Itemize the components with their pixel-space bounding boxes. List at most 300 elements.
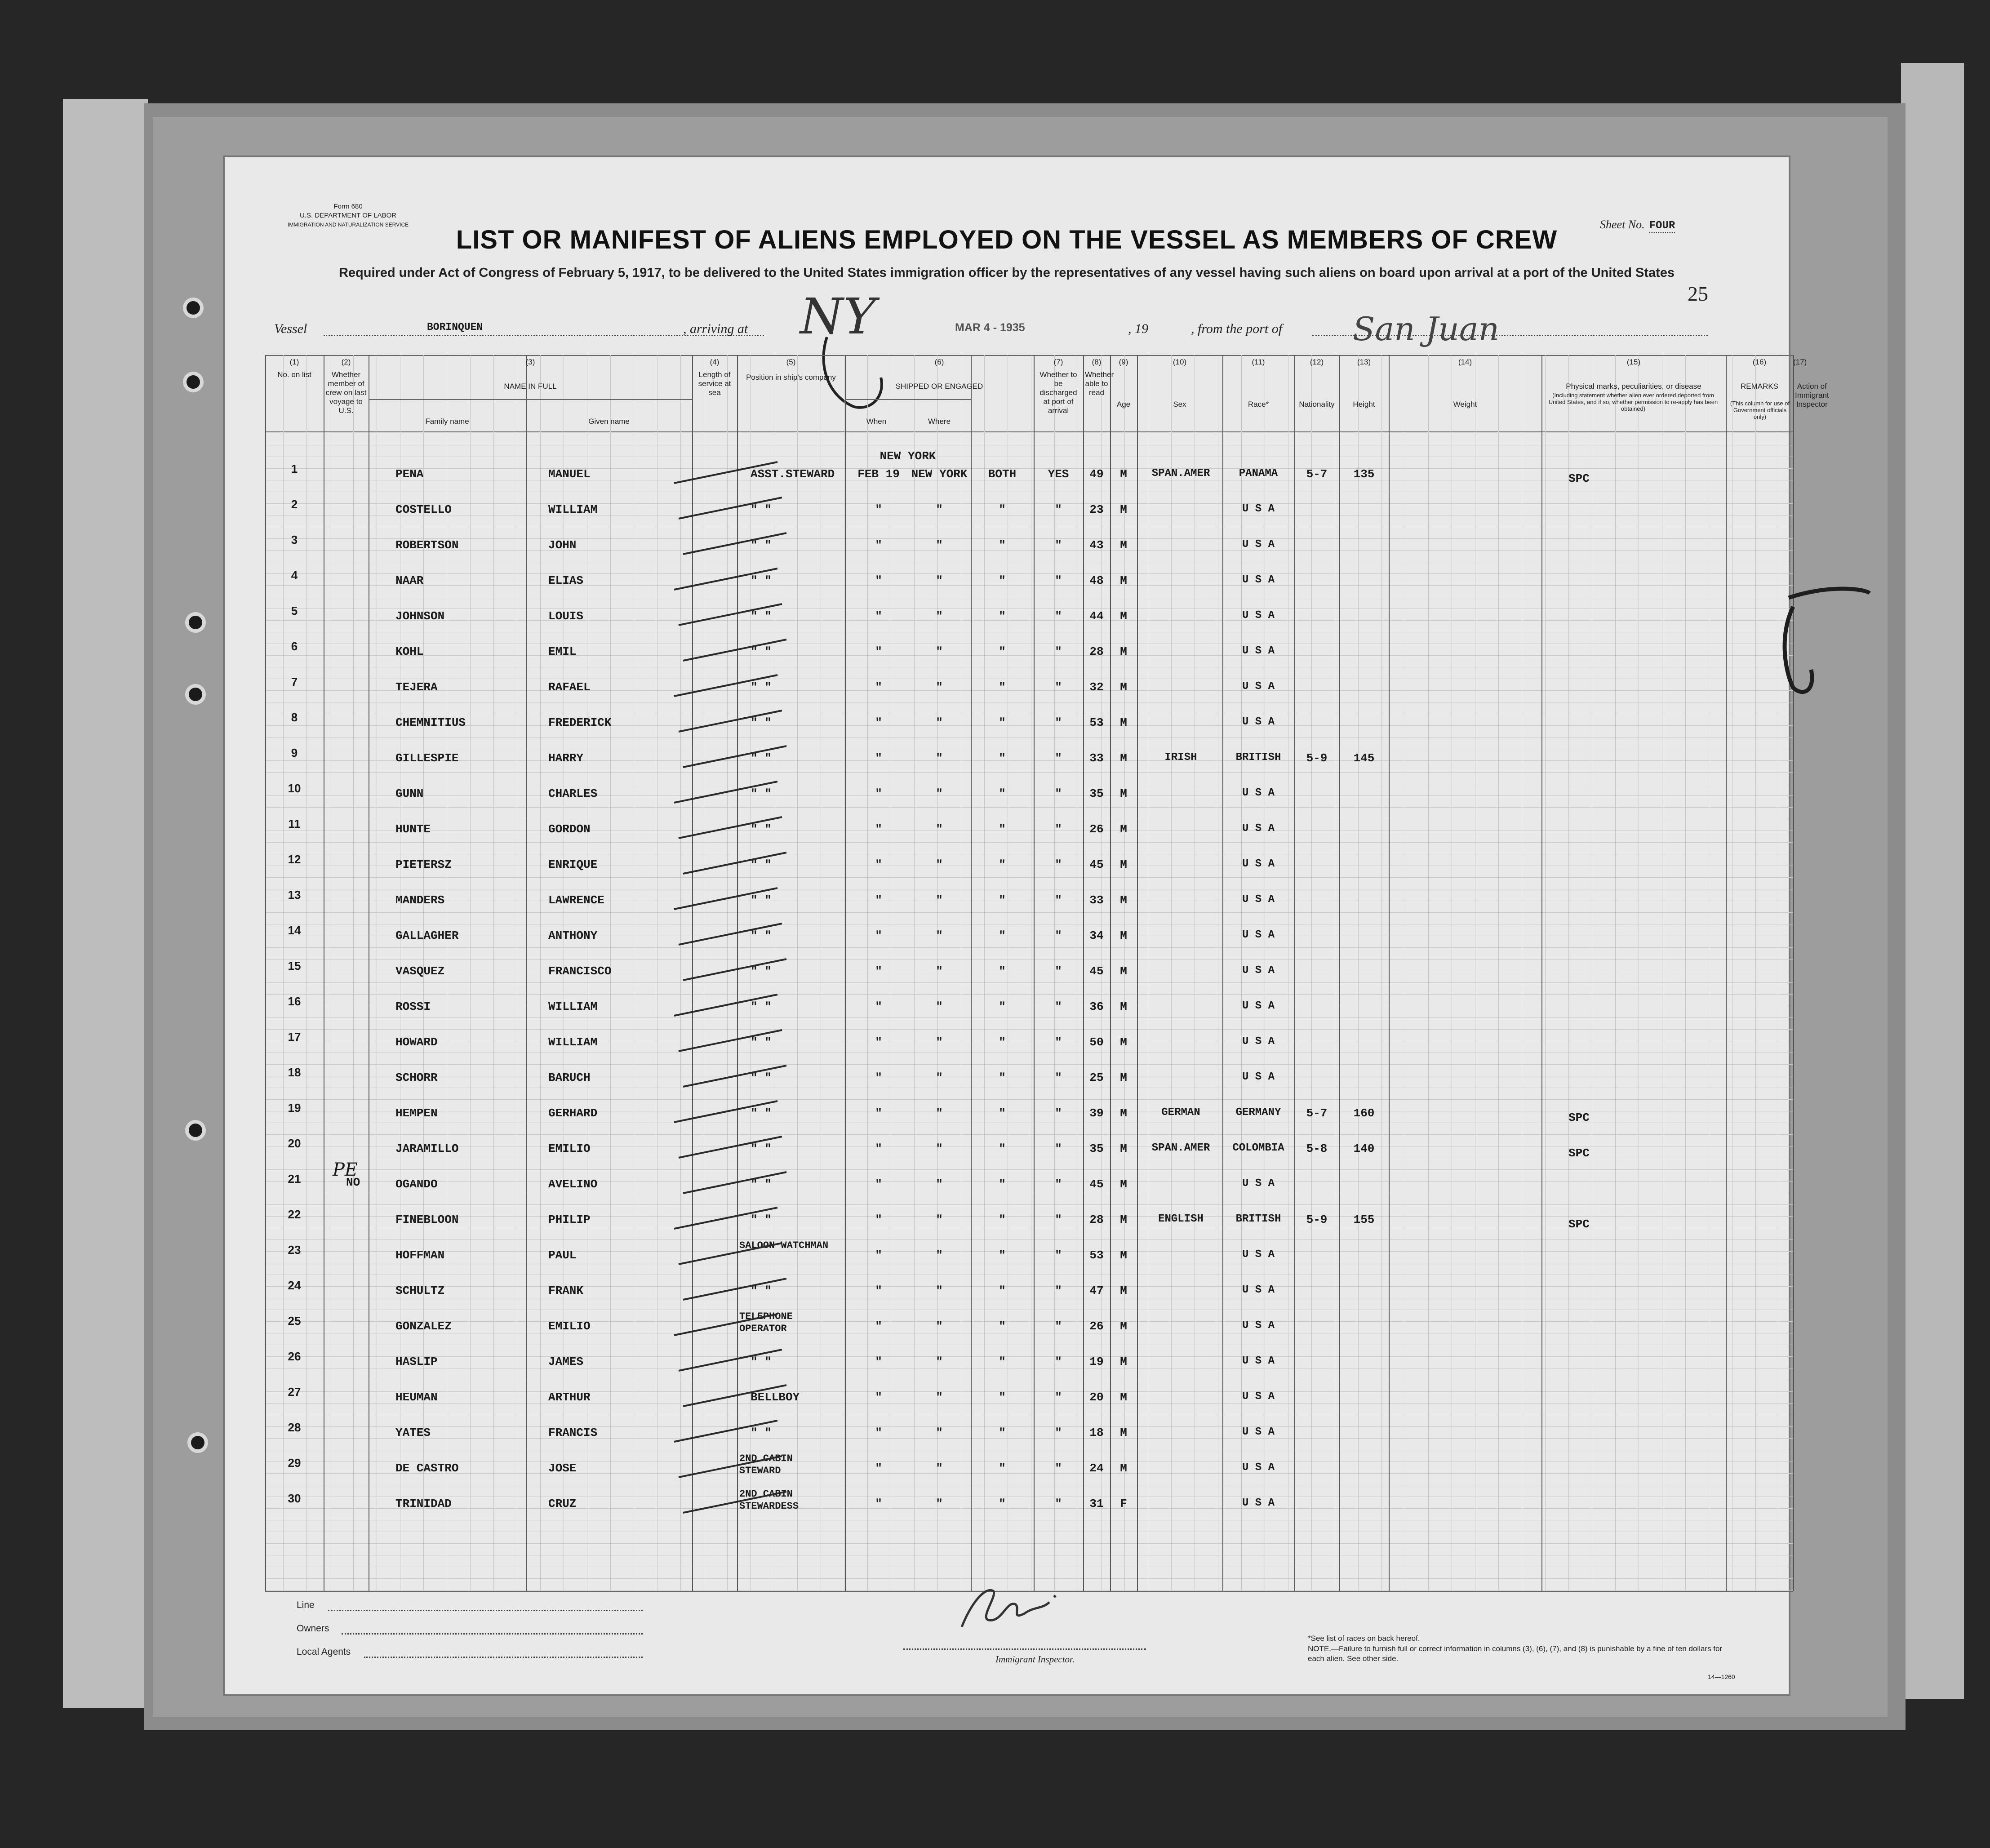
row-number: 25 — [288, 1314, 301, 1328]
nationality-value: U S A — [1242, 858, 1275, 870]
shipped-when: " — [875, 822, 882, 836]
punch-hole — [189, 616, 202, 629]
race-value: IRISH — [1164, 751, 1197, 764]
footer-line-label: Line — [297, 1600, 315, 1610]
row-number: 10 — [288, 782, 301, 795]
punch-hole — [187, 375, 200, 389]
family-name: FINEBLOON — [395, 1213, 459, 1226]
ledger-grid-line — [540, 355, 541, 1591]
weight-value: 155 — [1353, 1213, 1375, 1226]
column-rule — [1726, 355, 1727, 1591]
discharged-value: " — [999, 645, 1006, 658]
shipped-when: " — [875, 1106, 882, 1120]
able-to-read-value: " — [1055, 1071, 1062, 1084]
sex-value: M — [1120, 1106, 1127, 1120]
sex-value: M — [1120, 1462, 1127, 1475]
column-number: (13) — [1357, 358, 1371, 366]
sex-value: M — [1120, 964, 1127, 978]
shipped-where: " — [936, 1319, 943, 1333]
nationality-value: U S A — [1242, 645, 1275, 657]
weight-value: 140 — [1353, 1142, 1375, 1155]
able-to-read-value: " — [1055, 751, 1062, 765]
nationality-value: U S A — [1242, 503, 1275, 515]
family-name: SCHORR — [395, 1071, 438, 1084]
column-rule — [526, 355, 527, 1591]
shipped-subrule — [845, 399, 971, 400]
given-name: ELIAS — [548, 574, 584, 587]
family-name: OGANDO — [395, 1177, 438, 1191]
position-in-ship: " " — [751, 787, 772, 800]
vessel-name: BORINQUEN — [427, 321, 483, 333]
shipped-where: " — [936, 1000, 943, 1013]
family-name: PENA — [395, 467, 424, 481]
nationality-value: U S A — [1242, 1000, 1275, 1012]
ledger-grid-line — [1358, 355, 1359, 1591]
shipped-where: " — [936, 1355, 943, 1368]
ledger-grid-line — [265, 877, 1793, 878]
column-number: (11) — [1252, 358, 1265, 366]
sex-value: M — [1120, 1284, 1127, 1297]
shipped-where: " — [936, 716, 943, 729]
position-in-ship: " " — [751, 1035, 772, 1049]
nationality-value: U S A — [1242, 893, 1275, 906]
ledger-grid-line — [1615, 355, 1616, 1591]
row-number: 23 — [288, 1243, 301, 1257]
ledger-grid-line — [265, 1543, 1793, 1544]
shipped-where: " — [936, 929, 943, 942]
ledger-grid-line — [265, 1204, 1793, 1205]
department-name: U.S. DEPARTMENT OF LABOR — [300, 212, 397, 219]
remarks-value: SPC — [1568, 1111, 1590, 1124]
pencil-tick-mark — [670, 991, 786, 1022]
pencil-tick-mark — [670, 884, 786, 916]
height-value: 5-7 — [1306, 467, 1328, 481]
given-name: RAFAEL — [548, 680, 591, 694]
shipped-when: " — [875, 574, 882, 587]
able-to-read-value: " — [1055, 1284, 1062, 1297]
age-value: 39 — [1089, 1106, 1104, 1120]
family-name: TRINIDAD — [395, 1497, 452, 1510]
shipped-where: " — [936, 1071, 943, 1084]
pencil-tick-mark — [670, 565, 786, 596]
given-name: BARUCH — [548, 1071, 591, 1084]
discharged-value: " — [999, 1071, 1006, 1084]
able-to-read-value: " — [1055, 1106, 1062, 1120]
remarks-value: SPC — [1568, 472, 1590, 485]
row-number: 26 — [288, 1350, 301, 1363]
sex-value: M — [1120, 1213, 1127, 1226]
given-name: MANUEL — [548, 467, 591, 481]
shipped-where: " — [936, 751, 943, 765]
column-rule — [1389, 355, 1390, 1591]
shipped-where: " — [936, 1390, 943, 1404]
ledger-grid-line — [265, 1029, 1793, 1030]
shipped-where: " — [936, 503, 943, 516]
position-in-ship: ASST.STEWARD — [751, 467, 835, 481]
given-name: JOHN — [548, 538, 577, 552]
family-name: ROBERTSON — [395, 538, 459, 552]
given-name: ENRIQUE — [548, 858, 598, 871]
discharged-value: " — [999, 822, 1006, 836]
age-value: 45 — [1089, 1177, 1104, 1191]
race-value: GERMAN — [1161, 1106, 1200, 1119]
pencil-tick-mark — [674, 1239, 791, 1271]
given-name: GORDON — [548, 822, 591, 836]
able-to-read-value: " — [1055, 893, 1062, 907]
service-name: IMMIGRATION AND NATURALIZATION SERVICE — [288, 222, 409, 228]
punch-hole — [187, 301, 200, 315]
shipped-when: " — [875, 1000, 882, 1013]
shipped-when: " — [875, 751, 882, 765]
given-name: CHARLES — [548, 787, 598, 800]
agents-dotline — [364, 1657, 643, 1658]
family-name: KOHL — [395, 645, 424, 658]
inspector-dotline — [903, 1648, 1146, 1650]
ledger-grid-line — [1171, 355, 1172, 1591]
sex-value: M — [1120, 1390, 1127, 1404]
ledger-grid-line — [265, 959, 1793, 960]
sex-value: M — [1120, 1071, 1127, 1084]
nationality-value: U S A — [1242, 1390, 1275, 1403]
footer-agents-label: Local Agents — [297, 1647, 351, 1657]
remarks-subheader: (Including statement whether alien ever ordered deported from United States, and if so, whether permission to re-apply has been obtained) — [1548, 392, 1718, 412]
sex-value: M — [1120, 929, 1127, 942]
position-in-ship: " " — [751, 1071, 772, 1084]
position-in-ship: 2ND CABIN STEWARD — [739, 1453, 793, 1476]
sex-value: M — [1120, 751, 1127, 765]
pencil-tick-mark — [670, 778, 786, 809]
shipped-where: " — [936, 822, 943, 836]
shipped-when: " — [875, 1462, 882, 1475]
pencil-tick-mark — [674, 813, 791, 845]
ledger-grid-line — [1568, 355, 1569, 1591]
row-number: 14 — [288, 924, 301, 937]
age-value: 45 — [1089, 964, 1104, 978]
column-number: (7) — [1053, 358, 1063, 366]
column-header: Sex — [1173, 400, 1186, 409]
given-name: LOUIS — [548, 609, 584, 623]
family-name: DE CASTRO — [395, 1462, 459, 1475]
able-to-read-value: " — [1055, 1390, 1062, 1404]
column-number: (5) — [786, 358, 796, 366]
row-number: 16 — [288, 995, 301, 1008]
sex-value: M — [1120, 858, 1127, 871]
nationality-value: BRITISH — [1235, 751, 1281, 764]
position-in-ship: SALOON WATCHMAN — [739, 1240, 829, 1251]
prev-voyage-value: NO — [346, 1176, 360, 1189]
height-value: 5-8 — [1306, 1142, 1328, 1155]
shipped-where: " — [936, 787, 943, 800]
family-name: SCHULTZ — [395, 1284, 445, 1297]
discharged-value: " — [999, 1177, 1006, 1191]
row-number: 4 — [291, 569, 298, 582]
pencil-tick-mark — [679, 1062, 795, 1093]
remarks-value: SPC — [1568, 1146, 1590, 1160]
ledger-grid-line — [265, 1064, 1793, 1065]
family-name: NAAR — [395, 574, 424, 587]
shipped-when: " — [875, 1319, 882, 1333]
line-dotline — [328, 1610, 643, 1611]
shipped-where: " — [936, 680, 943, 694]
arriving-port-handwritten: NY — [800, 288, 876, 345]
punch-hole — [189, 1124, 202, 1137]
able-to-read-value: " — [1055, 1462, 1062, 1475]
column-header: Whether able to read — [1085, 370, 1114, 397]
discharged-value: " — [999, 1035, 1006, 1049]
family-name: YATES — [395, 1426, 431, 1439]
column-number: (8) — [1092, 358, 1102, 366]
family-name: HEMPEN — [395, 1106, 438, 1120]
nationality-value: U S A — [1242, 1319, 1275, 1332]
column-number: (3) — [525, 358, 535, 366]
column-number: (2) — [341, 358, 351, 366]
discharged-value: " — [999, 787, 1006, 800]
able-to-read-value: " — [1055, 822, 1062, 836]
row-number: 11 — [288, 817, 301, 831]
pencil-tick-mark — [679, 529, 795, 561]
shipped-where: " — [936, 1462, 943, 1475]
given-name: EMILIO — [548, 1142, 591, 1155]
family-name: GILLESPIE — [395, 751, 459, 765]
given-name: FREDERICK — [548, 716, 612, 729]
nationality-value: GERMANY — [1235, 1106, 1281, 1119]
position-in-ship: " " — [751, 858, 772, 871]
sex-value: M — [1120, 503, 1127, 516]
shipped-when: " — [875, 1213, 882, 1226]
family-name: JOHNSON — [395, 609, 445, 623]
family-name: MANDERS — [395, 893, 445, 907]
shipped-when: " — [875, 645, 882, 658]
shipped-where: " — [936, 1248, 943, 1262]
shipped-where: " — [936, 609, 943, 623]
table-top-rule — [265, 355, 1793, 356]
row-number: 24 — [288, 1279, 301, 1292]
ledger-grid-line — [265, 947, 1793, 948]
sex-value: M — [1120, 574, 1127, 587]
nationality-value: U S A — [1242, 716, 1275, 728]
position-in-ship: " " — [751, 1000, 772, 1013]
row-number: 30 — [288, 1492, 301, 1505]
position-in-ship: " " — [751, 574, 772, 587]
ledger-grid-line — [1428, 355, 1429, 1591]
sex-value: M — [1120, 680, 1127, 694]
family-name: CHEMNITIUS — [395, 716, 466, 729]
column-number: (16) — [1752, 358, 1767, 366]
position-in-ship: " " — [751, 929, 772, 942]
pencil-tick-mark — [674, 600, 791, 632]
able-to-read-value: " — [1055, 538, 1062, 552]
given-name: FRANK — [548, 1284, 584, 1297]
able-to-read-value: " — [1055, 1000, 1062, 1013]
shipped-when: " — [875, 1497, 882, 1510]
pencil-tick-mark — [679, 955, 795, 987]
pencil-tick-mark — [679, 1168, 795, 1200]
discharged-value: " — [999, 1142, 1006, 1155]
shipped-where: " — [936, 1035, 943, 1049]
given-name: WILLIAM — [548, 1000, 598, 1013]
arrival-date-stamp: MAR 4 - 1935 — [955, 321, 1025, 334]
position-in-ship: " " — [751, 964, 772, 978]
family-name: JARAMILLO — [395, 1142, 459, 1155]
ledger-grid-line — [265, 994, 1793, 995]
able-to-read-value: " — [1055, 680, 1062, 694]
when-subheader: When — [866, 417, 887, 426]
ledger-grid-line — [1685, 355, 1686, 1591]
age-value: 48 — [1089, 574, 1104, 587]
sex-value: M — [1120, 716, 1127, 729]
ledger-grid-line — [1311, 355, 1312, 1591]
column-number: (12) — [1310, 358, 1324, 366]
age-value: 32 — [1089, 680, 1104, 694]
column-rule — [1793, 355, 1794, 1591]
shipped-header-value: NEW YORK — [880, 449, 936, 463]
column-rule — [1541, 355, 1542, 1591]
discharged-value: " — [999, 1000, 1006, 1013]
races-note: *See list of races on back hereof. — [1308, 1634, 1420, 1643]
row-number: 12 — [288, 853, 301, 866]
sex-value: M — [1120, 1355, 1127, 1368]
column-number: (17) — [1793, 358, 1807, 366]
discharged-value: " — [999, 716, 1006, 729]
ledger-grid-line — [353, 355, 354, 1591]
sex-value: M — [1120, 645, 1127, 658]
row-number: 6 — [291, 640, 298, 653]
column-header: Weight — [1453, 400, 1477, 409]
position-in-ship: " " — [751, 645, 772, 658]
page-title: LIST OR MANIFEST OF ALIENS EMPLOYED ON THE VESSEL AS MEMBERS OF CREW — [456, 225, 1558, 254]
shipped-when: " — [875, 1355, 882, 1368]
ledger-grid-line — [265, 807, 1793, 808]
height-value: 5-9 — [1306, 751, 1328, 765]
given-name: EMILIO — [548, 1319, 591, 1333]
column-rule — [1294, 355, 1295, 1591]
discharged-value: " — [999, 1106, 1006, 1120]
shipped-where: NEW YORK — [911, 467, 968, 481]
able-to-read-value: " — [1055, 964, 1062, 978]
discharged-value: " — [999, 574, 1006, 587]
row-number: 7 — [291, 675, 298, 689]
given-name: LAWRENCE — [548, 893, 604, 907]
given-name: PHILIP — [548, 1213, 591, 1226]
pencil-tick-mark — [674, 707, 791, 738]
age-value: 28 — [1089, 1213, 1104, 1226]
discharged-value: " — [999, 609, 1006, 623]
footer-owners-label: Owners — [297, 1623, 329, 1634]
age-value: 36 — [1089, 1000, 1104, 1013]
shipped-where: " — [936, 1497, 943, 1510]
given-name: WILLIAM — [548, 503, 598, 516]
discharged-value: " — [999, 858, 1006, 871]
margin-pencil-mark — [1775, 580, 1892, 706]
pencil-tick-mark — [670, 671, 786, 703]
sex-value: F — [1120, 1497, 1127, 1510]
able-to-read-value: " — [1055, 716, 1062, 729]
able-to-read-value: " — [1055, 1319, 1062, 1333]
height-value: 5-7 — [1306, 1106, 1328, 1120]
pencil-tick-mark — [674, 1346, 791, 1377]
column-rule — [1137, 355, 1138, 1591]
header-bottom-rule — [265, 431, 1793, 432]
pencil-tick-mark — [679, 849, 795, 880]
shipped-when: " — [875, 1284, 882, 1297]
discharged-value: " — [999, 680, 1006, 694]
ledger-grid-line — [265, 1169, 1793, 1170]
discharged-value: " — [999, 1319, 1006, 1333]
family-name: PIETERSZ — [395, 858, 452, 871]
family-name: GUNN — [395, 787, 424, 800]
position-in-ship: " " — [751, 893, 772, 907]
sex-value: M — [1120, 1000, 1127, 1013]
age-value: 23 — [1089, 503, 1104, 516]
sheet-value: FOUR — [1649, 220, 1675, 232]
nationality-value: U S A — [1242, 929, 1275, 941]
age-value: 34 — [1089, 929, 1104, 942]
shipped-when: " — [875, 503, 882, 516]
discharged-value: " — [999, 893, 1006, 907]
shipped-where: " — [936, 1213, 943, 1226]
row-number: 27 — [288, 1385, 301, 1399]
nationality-value: U S A — [1242, 1071, 1275, 1083]
position-in-ship: " " — [751, 1142, 772, 1155]
shipped-where: " — [936, 645, 943, 658]
nationality-value: U S A — [1242, 787, 1275, 799]
row-number: 21 — [288, 1172, 301, 1186]
column-header: Race* — [1248, 400, 1269, 409]
column-header: Age — [1116, 400, 1131, 409]
row-number: 29 — [288, 1456, 301, 1470]
prev-voyage-handwritten: PE — [333, 1159, 358, 1180]
shipped-when: " — [875, 1426, 882, 1439]
able-to-read-value: " — [1055, 1035, 1062, 1049]
position-in-ship: " " — [751, 716, 772, 729]
age-value: 44 — [1089, 609, 1104, 623]
pencil-tick-mark — [674, 1453, 791, 1484]
race-value: SPAN.AMER — [1151, 467, 1210, 480]
row-number: 1 — [291, 462, 298, 475]
port-dotline — [1312, 335, 1708, 336]
shipped-where: " — [936, 1106, 943, 1120]
punch-hole — [189, 688, 202, 701]
given-name: EMIL — [548, 645, 577, 658]
column-header: Height — [1353, 400, 1375, 409]
given-name: FRANCISCO — [548, 964, 612, 978]
family-name: HEUMAN — [395, 1390, 438, 1404]
row-number: 22 — [288, 1208, 301, 1221]
nationality-value: U S A — [1242, 609, 1275, 622]
height-value: 5-9 — [1306, 1213, 1328, 1226]
family-name: HASLIP — [395, 1355, 438, 1368]
column-header: Physical marks, peculiarities, or disease — [1566, 382, 1701, 391]
discharged-value: " — [999, 1390, 1006, 1404]
shipped-when: " — [875, 609, 882, 623]
position-in-ship: " " — [751, 1106, 772, 1120]
shipped-when: " — [875, 1071, 882, 1084]
nationality-value: U S A — [1242, 680, 1275, 693]
pencil-tick-mark — [670, 1310, 786, 1342]
sex-value: M — [1120, 893, 1127, 907]
sex-value: M — [1120, 1426, 1127, 1439]
ledger-grid-line — [265, 842, 1793, 843]
ledger-grid-line — [1545, 355, 1546, 1591]
age-value: 33 — [1089, 751, 1104, 765]
column-number: (10) — [1173, 358, 1187, 366]
shipped-when: " — [875, 1177, 882, 1191]
row-number: 19 — [288, 1101, 301, 1115]
position-in-ship: " " — [751, 751, 772, 765]
shipped-where: " — [936, 858, 943, 871]
ledger-grid-line — [265, 1239, 1793, 1240]
punch-hole — [191, 1436, 204, 1449]
